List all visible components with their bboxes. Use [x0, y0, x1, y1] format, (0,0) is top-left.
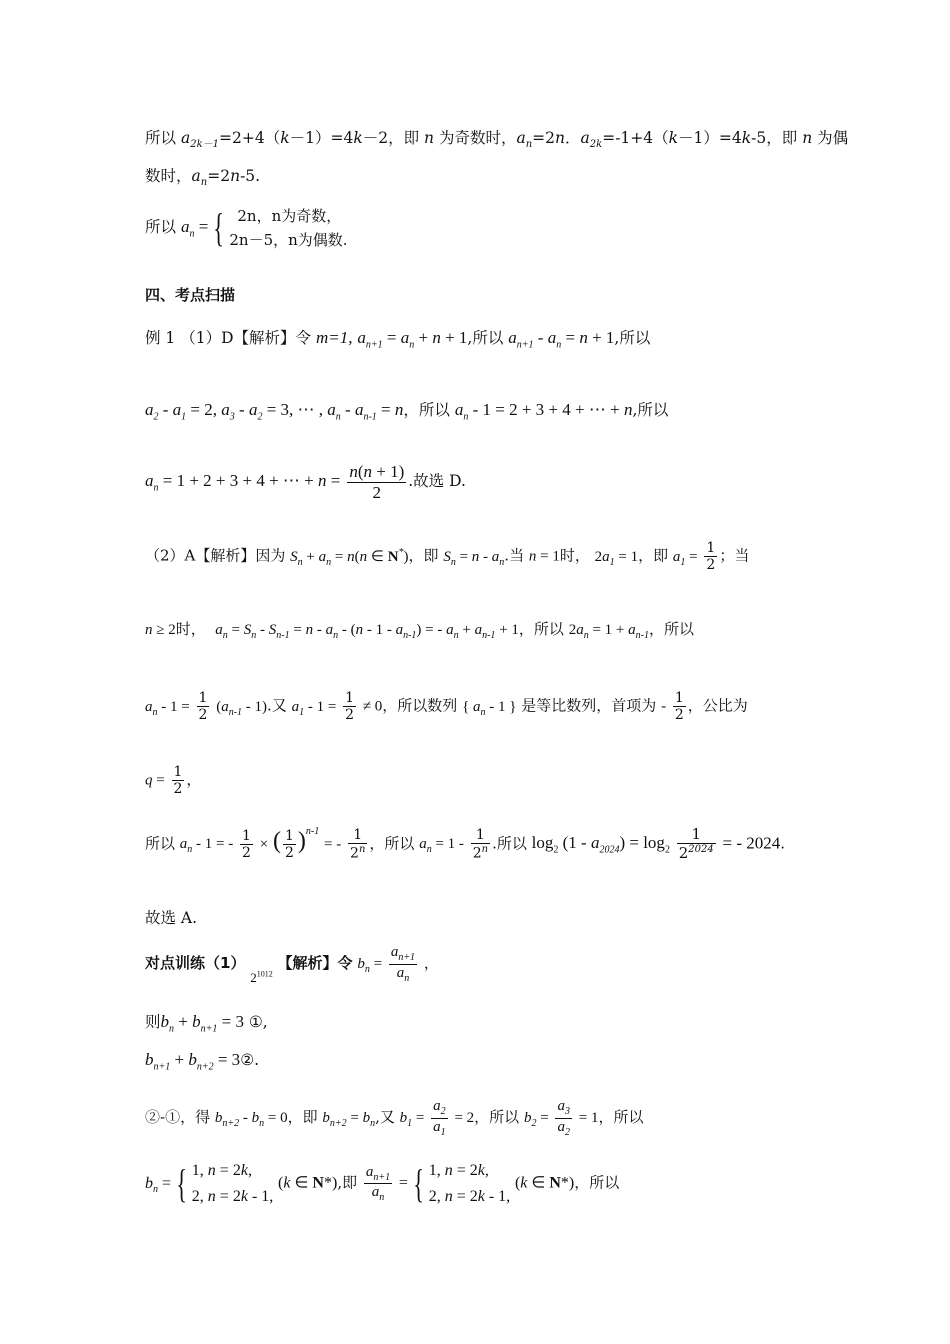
example-2-line-4: q = $\frac{1}{2}$ ， [145, 764, 202, 798]
training-line-4: ②-①，得 $b_{n+2} - b_n = 0$，即 $b_{n+2} = b_n$,又 $b_1$ = $\frac{a_2}{a_1}$ = 2，所以 $b_2$ = $\frac{a_3}{a_2}$ = 1，所以 [145, 1098, 644, 1138]
example-2-line-1: （2）A【解析】因为 $S_n + a_n = n(n$ ∈ N*)，即 $S_n = n - a_n$.当 n = 1时， $2a_1 = 1$，即 $a_1$ = $\frac{1}{2}$ ；当 [145, 540, 750, 574]
training-line-1: 对点训练（1） $2^{1012}$ 【解析】令 $b_n$ = $\frac{a_{n+1}}{a_n}$ ， [145, 944, 439, 985]
example-1-line-1: 例 1 （1）D【解析】令 m=1, $a_{n+1} = a_n + n + 1$,所以 $a_{n+1} - a_n = n + 1$,所以 [145, 328, 651, 351]
piecewise-formula: 所以 $a_n$ = { 2n，n为奇数， 2n－5，n为偶数. [145, 205, 348, 250]
example-1-line-3: $a_n = 1 + 2 + 3 + 4$ + ⋯ + n = $\frac{n(n + 1)}{2}$ .故选 D. [145, 462, 466, 502]
example-2-line-5: 所以 $a_n - 1$ = - $\frac{1}{2}$ × ( $\frac{1}{2}$ )$^{n-1}$ = - $\frac{1}{2^n}$ ，所以 $a_n = 1$ - $\frac{1}{2^n}$ .所以 $\log_2 (1 - a_{2024}) = \log_2$ $\frac{1}{2^{2024}}$ = - 2024. [145, 825, 786, 863]
example-2-line-2: n ≥ 2时， $a_n = S_n - S_{n-1} = n - a_n - (n - 1 - a_{n-1})$ = - $a_n + a_{n-1} + 1$，所以 $2a_n = 1 + a_{n-1}$，所以 [145, 620, 694, 641]
section-heading: 四、考点扫描 [145, 286, 236, 304]
example-2-line-3: $a_n - 1$ = $\frac{1}{2}$ $(a_{n-1} - 1)$.又 $a_1 - 1$ = $\frac{1}{2}$ ≠ 0，所以数列 { $a_n - 1$ } 是等比数列，首项为 - $\frac{1}{2}$ ，公比为 [145, 690, 748, 724]
text-line-1 [145, 126, 848, 150]
example-2-conclusion: 故选 A. [145, 909, 198, 927]
text-line-2: 数时，$a_n=2n-5$. [145, 167, 261, 189]
training-line-2: 则$b_n + b_{n+1} = 3$ ①, [145, 1012, 268, 1035]
training-line-5: $b_n$ = { 1, n = 2k, 2, n = 2k - 1, (k ∈ N*),即 $\frac{a_{n+1}}{a_n}$ = { 1, n = 2k, 2, n = 2k - 1, (k ∈ N*)，所以 [145, 1160, 620, 1206]
training-line-3: $b_{n+1} + b_{n+2}$ = 3②. [145, 1050, 260, 1073]
example-1-line-2: $a_2 - a_1 = 2$, $a_3 - a_2 = 3$, ⋯ , $a_n - a_{n-1} = n$，所以 $a_n - 1 = 2 + 3 + 4$ + ⋯ + n,所以 [145, 400, 669, 423]
line-1-text: 所以 $a_{2k-1}=2+4(k-1)=4k-2$，即 n 为奇数时，$a_n=2n$．$a_{2k}=-1+4(k-1)=4k-5$，即 n 为偶 [145, 129, 849, 151]
